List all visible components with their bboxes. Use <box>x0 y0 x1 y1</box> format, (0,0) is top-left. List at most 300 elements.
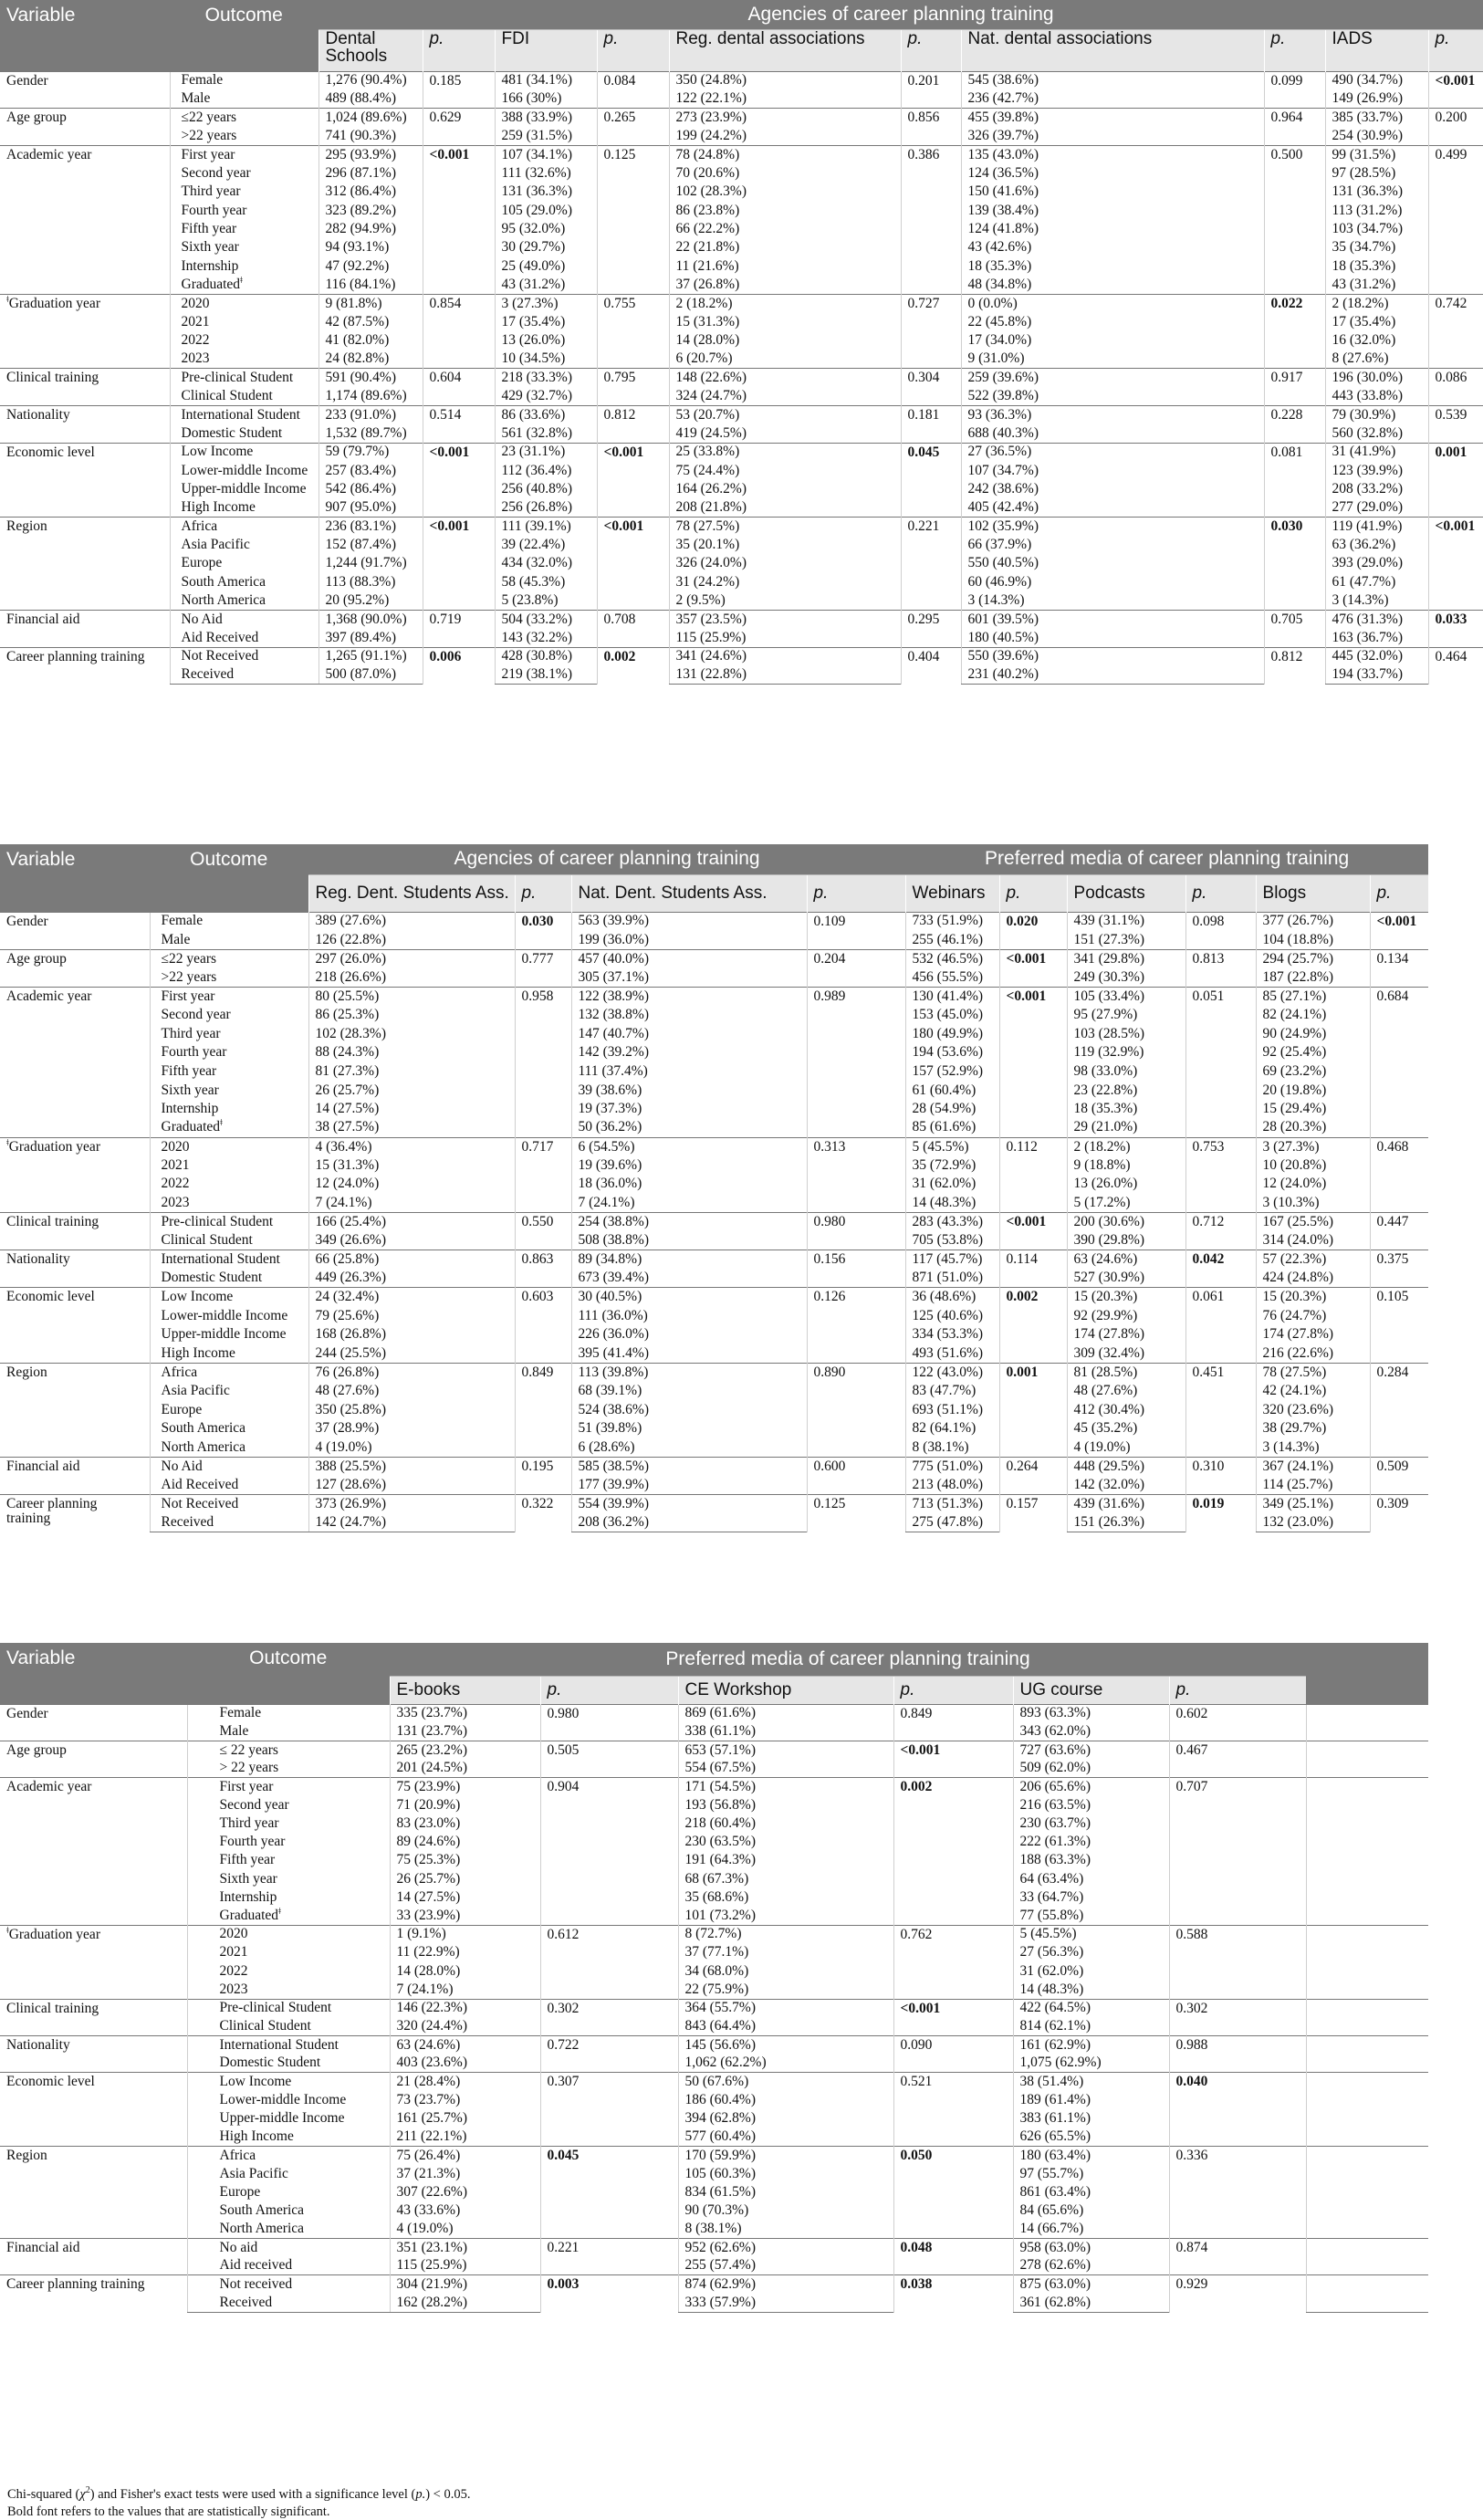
outcome-label <box>150 1288 308 1307</box>
p-value-cell: 0.195 <box>515 1457 571 1494</box>
table-media-part3 <box>0 1643 1428 2313</box>
value-cell: 213 (48.0%) <box>905 1476 999 1495</box>
outcome-text: Clinical Student <box>219 2017 311 2034</box>
table-row <box>0 2035 1428 2054</box>
value-cell: 31 (62.0%) <box>905 1175 999 1194</box>
table-row <box>0 276 1483 294</box>
outcome-label <box>170 145 319 163</box>
value-cell: 39 (22.4%) <box>495 536 597 554</box>
outcome-text: Sixth year <box>181 239 239 256</box>
p-value-cell: 0.447 <box>1370 1213 1428 1250</box>
p-value-cell: 0.112 <box>999 1137 1067 1212</box>
value-cell: 131 (22.8%) <box>669 666 901 685</box>
value-cell: 50 (36.2%) <box>571 1119 807 1138</box>
value-cell: 349 (26.6%) <box>308 1231 515 1250</box>
table-row <box>0 443 1483 461</box>
p-value-cell: 0.302 <box>1169 1999 1306 2035</box>
variable-label: Graduation year <box>8 1138 100 1155</box>
header-group-preferred-media-of-career-planning-training: Preferred media of career planning training <box>905 844 1428 874</box>
p-value-cell: 0.322 <box>515 1494 571 1532</box>
value-cell: 180 (40.5%) <box>961 629 1264 647</box>
value-cell: 68 (39.1%) <box>571 1382 807 1401</box>
value-cell: 37 (21.3%) <box>390 2165 540 2183</box>
value-cell: 626 (65.5%) <box>1013 2128 1169 2146</box>
value-cell: 230 (63.7%) <box>1013 1814 1169 1833</box>
value-cell: 1,532 (89.7%) <box>319 424 423 443</box>
outcome-label <box>187 2220 390 2238</box>
value-cell: 131 (23.7%) <box>390 1722 540 1741</box>
value-cell: 189 (61.4%) <box>1013 2091 1169 2109</box>
outcome-label <box>187 1907 390 1925</box>
value-cell: 167 (25.5%) <box>1256 1213 1370 1232</box>
value-cell: 103 (28.5%) <box>1067 1025 1185 1044</box>
outcome-label <box>150 1137 308 1156</box>
p-value-cell: 0.001 <box>1428 443 1483 517</box>
value-cell: 200 (30.6%) <box>1067 1213 1185 1232</box>
value-cell: 364 (55.7%) <box>678 1999 893 2017</box>
outcome-text: Graduated <box>219 1907 279 1923</box>
outcome-text: Clinical Student <box>161 1232 253 1248</box>
value-cell: 405 (42.4%) <box>961 498 1264 517</box>
dagger-mark: ǂ <box>6 1136 9 1148</box>
outcome-text: Upper-middle Income <box>161 1326 287 1343</box>
p-value-cell: 0.505 <box>540 1741 678 1777</box>
value-cell: 893 (63.3%) <box>1013 1704 1169 1722</box>
value-cell: 170 (59.9%) <box>678 2147 893 2165</box>
empty-cell <box>1306 2035 1428 2054</box>
value-cell: 162 (28.2%) <box>390 2294 540 2312</box>
p-value-cell: <0.001 <box>597 518 669 611</box>
p-value-cell: 0.050 <box>893 2147 1013 2239</box>
value-cell: 236 (83.1%) <box>319 518 423 536</box>
p-value-cell: <0.001 <box>999 949 1067 987</box>
value-cell: 80 (25.5%) <box>308 987 515 1006</box>
value-cell: 17 (34.0%) <box>961 331 1264 350</box>
outcome-label <box>150 1250 308 1270</box>
p-value-cell: 0.964 <box>1264 109 1325 146</box>
value-cell: 115 (25.9%) <box>390 2257 540 2275</box>
value-cell: 741 (90.3%) <box>319 127 423 145</box>
outcome-label <box>187 1833 390 1851</box>
value-cell: 63 (36.2%) <box>1325 536 1428 554</box>
variable-region <box>0 518 170 611</box>
value-cell: 481 (34.1%) <box>495 71 597 89</box>
table-row <box>0 912 1428 931</box>
value-cell: 2 (18.2%) <box>1067 1137 1185 1156</box>
value-cell: 18 (36.0%) <box>571 1175 807 1194</box>
value-cell: 199 (36.0%) <box>571 931 807 950</box>
value-cell: 180 (49.9%) <box>905 1025 999 1044</box>
p-value-cell: 0.033 <box>1428 610 1483 647</box>
value-cell: 16 (32.0%) <box>1325 331 1428 350</box>
p-value-cell: 0.002 <box>999 1288 1067 1363</box>
variable-economic-level <box>0 1288 150 1363</box>
value-cell: 111 (39.1%) <box>495 518 597 536</box>
value-cell: 208 (33.2%) <box>1325 480 1428 498</box>
table-row <box>0 610 1483 628</box>
column-header-p-value: p. <box>1264 29 1325 71</box>
p-value-cell: 0.988 <box>1169 2035 1306 2072</box>
value-cell: 17 (35.4%) <box>1325 313 1428 331</box>
value-cell: 14 (28.0%) <box>669 331 901 350</box>
value-cell: 15 (29.4%) <box>1256 1100 1370 1119</box>
variable-label: Career planning training <box>6 1495 98 1527</box>
value-cell: 142 (39.2%) <box>571 1043 807 1062</box>
empty-cell <box>1306 2109 1428 2128</box>
value-cell: 1,062 (62.2%) <box>678 2055 893 2073</box>
value-cell: 79 (25.6%) <box>308 1306 515 1325</box>
value-cell: 61 (47.7%) <box>1325 573 1428 591</box>
column-header-p-value: p. <box>1185 874 1256 912</box>
outcome-text: First year <box>181 146 235 162</box>
value-cell: 48 (34.8%) <box>961 276 1264 294</box>
value-cell: 58 (45.3%) <box>495 573 597 591</box>
outcome-label <box>187 2201 390 2220</box>
outcome-label <box>187 1760 390 1778</box>
outcome-text: Second year <box>161 1007 231 1023</box>
value-cell: 191 (64.3%) <box>678 1852 893 1870</box>
outcome-text: Received <box>181 666 235 683</box>
variable-region <box>0 2147 187 2239</box>
p-value-cell: 0.045 <box>540 2147 678 2239</box>
outcome-label <box>150 1194 308 1213</box>
outcome-text: 2020 <box>161 1138 190 1155</box>
value-cell: 522 (39.8%) <box>961 387 1264 405</box>
value-cell: 527 (30.9%) <box>1067 1269 1185 1288</box>
value-cell: 90 (24.9%) <box>1256 1025 1370 1044</box>
table-row <box>0 331 1483 350</box>
p-value-cell: 0.051 <box>1185 987 1256 1137</box>
p-value-cell: 0.125 <box>807 1494 905 1532</box>
outcome-text: Lower-middle Income <box>219 2091 347 2107</box>
value-cell: 93 (36.3%) <box>961 405 1264 423</box>
outcome-label <box>170 629 319 647</box>
outcome-text: North America <box>219 2220 305 2236</box>
column-header-iads: IADS <box>1325 29 1428 71</box>
value-cell: 143 (32.2%) <box>495 629 597 647</box>
table-row <box>0 666 1483 685</box>
value-cell: 107 (34.7%) <box>961 462 1264 480</box>
value-cell: 2 (9.5%) <box>669 591 901 610</box>
p-value-cell: 0.048 <box>893 2238 1013 2274</box>
value-cell: 508 (38.8%) <box>571 1231 807 1250</box>
outcome-label <box>150 1438 308 1458</box>
p-value-cell: 0.762 <box>893 1925 1013 1999</box>
outcome-text: Europe <box>181 555 223 571</box>
table-row <box>0 1250 1428 1270</box>
outcome-label <box>150 968 308 988</box>
empty-cell <box>1306 1888 1428 1907</box>
column-header-nat-dent-students-ass: Nat. Dent. Students Ass. <box>571 874 807 912</box>
table-row <box>0 164 1483 183</box>
table-row <box>0 1999 1428 2017</box>
empty-cell <box>1306 2017 1428 2035</box>
variable-gender <box>0 71 170 109</box>
value-cell: 150 (41.6%) <box>961 183 1264 201</box>
outcome-text: >22 years <box>161 968 217 985</box>
value-cell: 22 (75.9%) <box>678 1981 893 1999</box>
value-cell: 68 (67.3%) <box>678 1870 893 1888</box>
value-cell: 257 (83.4%) <box>319 462 423 480</box>
p-value-cell: 0.185 <box>423 71 495 109</box>
value-cell: 259 (39.6%) <box>961 369 1264 387</box>
outcome-label <box>150 1325 308 1344</box>
variable-career-planning-training <box>0 647 170 685</box>
p-value-cell: 0.813 <box>1185 949 1256 987</box>
value-cell: 196 (30.0%) <box>1325 369 1428 387</box>
value-cell: 78 (24.8%) <box>669 145 901 163</box>
value-cell: 439 (31.1%) <box>1067 912 1185 931</box>
value-cell: 1,075 (62.9%) <box>1013 2055 1169 2073</box>
value-cell: 326 (24.0%) <box>669 554 901 572</box>
value-cell: 151 (26.3%) <box>1067 1513 1185 1532</box>
outcome-label <box>150 1382 308 1401</box>
value-cell: 14 (48.3%) <box>905 1194 999 1213</box>
value-cell: 193 (56.8%) <box>678 1796 893 1814</box>
p-value-cell: <0.001 <box>1370 912 1428 949</box>
empty-cell <box>1306 1722 1428 1741</box>
outcome-text: International Student <box>161 1251 280 1268</box>
outcome-label <box>150 1062 308 1082</box>
variable-label: Gender <box>6 1705 48 1721</box>
empty-cell <box>1306 2147 1428 2165</box>
value-cell: 448 (29.5%) <box>1067 1457 1185 1476</box>
value-cell: 43 (42.6%) <box>961 238 1264 256</box>
table-row <box>0 1741 1428 1759</box>
value-cell: 14 (48.3%) <box>1013 1981 1169 1999</box>
p-value-cell: 0.284 <box>1370 1363 1428 1457</box>
p-value-cell: 0.098 <box>1185 912 1256 949</box>
value-cell: 98 (33.0%) <box>1067 1062 1185 1082</box>
empty-cell <box>1306 1907 1428 1925</box>
variable-clinical-training <box>0 369 170 406</box>
outcome-label <box>170 183 319 201</box>
value-cell: 563 (39.9%) <box>571 912 807 931</box>
outcome-label <box>187 1741 390 1759</box>
table-row <box>0 629 1483 647</box>
value-cell: 249 (30.3%) <box>1067 968 1185 988</box>
table-agencies-part1 <box>0 0 1483 685</box>
outcome-label <box>150 1100 308 1119</box>
table-row <box>0 127 1483 145</box>
value-cell: 102 (28.3%) <box>308 1025 515 1044</box>
value-cell: 4 (36.4%) <box>308 1137 515 1156</box>
outcome-label <box>187 1943 390 1961</box>
value-cell: 524 (38.6%) <box>571 1400 807 1419</box>
outcome-text: Upper-middle Income <box>181 480 307 497</box>
value-cell: 27 (36.5%) <box>961 443 1264 461</box>
p-value-cell: 0.603 <box>515 1288 571 1363</box>
value-cell: 122 (38.9%) <box>571 987 807 1006</box>
outcome-text: Sixth year <box>219 1870 277 1887</box>
outcome-label <box>150 912 308 931</box>
value-cell: 18 (35.3%) <box>1325 257 1428 276</box>
column-header-fdi: FDI <box>495 29 597 71</box>
variable-region <box>0 1363 150 1457</box>
value-cell: 439 (31.6%) <box>1067 1494 1185 1513</box>
value-cell: 194 (33.7%) <box>1325 666 1428 685</box>
table-row <box>0 2073 1428 2091</box>
value-cell: 952 (62.6%) <box>678 2238 893 2256</box>
empty-cell <box>1306 2183 1428 2201</box>
value-cell: 242 (38.6%) <box>961 480 1264 498</box>
variable-label: Age group <box>6 950 67 967</box>
p-value-cell: 0.084 <box>597 71 669 109</box>
value-cell: 18 (35.3%) <box>1067 1100 1185 1119</box>
value-cell: 116 (84.1%) <box>319 276 423 294</box>
value-cell: 226 (36.0%) <box>571 1325 807 1344</box>
value-cell: 395 (41.4%) <box>571 1344 807 1364</box>
outcome-text: Graduated <box>161 1119 221 1135</box>
outcome-label <box>187 2294 390 2312</box>
variable-nationality <box>0 405 170 443</box>
outcome-label <box>150 1457 308 1476</box>
value-cell: 57 (22.3%) <box>1256 1250 1370 1270</box>
value-cell: 8 (27.6%) <box>1325 350 1428 368</box>
header-group-preferred-media-of-career-planning-training: Preferred media of career planning training <box>390 1643 1306 1676</box>
value-cell: 834 (61.5%) <box>678 2183 893 2201</box>
value-cell: 28 (54.9%) <box>905 1100 999 1119</box>
value-cell: 77 (55.8%) <box>1013 1907 1169 1925</box>
value-cell: 147 (40.7%) <box>571 1025 807 1044</box>
value-cell: 35 (34.7%) <box>1325 238 1428 256</box>
outcome-label <box>170 666 319 685</box>
header-empty <box>1306 1643 1428 1704</box>
variable-label: Career planning training <box>6 648 145 664</box>
value-cell: 6 (28.6%) <box>571 1438 807 1458</box>
value-cell: 320 (23.6%) <box>1256 1400 1370 1419</box>
variable-label: Economic level <box>6 1289 95 1305</box>
value-cell: 42 (87.5%) <box>319 313 423 331</box>
value-cell: 42 (24.1%) <box>1256 1382 1370 1401</box>
empty-cell <box>1306 1943 1428 1961</box>
variable-career-planning-training <box>0 1494 150 1532</box>
variable-label: Age group <box>6 110 67 126</box>
column-header-p-value: p. <box>540 1676 678 1704</box>
outcome-text: >22 years <box>181 127 237 143</box>
value-cell: 443 (33.8%) <box>1325 387 1428 405</box>
empty-cell <box>1306 2238 1428 2256</box>
value-cell: 208 (21.8%) <box>669 498 901 517</box>
table-row <box>0 387 1483 405</box>
p-value-cell: <0.001 <box>423 443 495 517</box>
value-cell: 18 (35.3%) <box>961 257 1264 276</box>
value-cell: 673 (39.4%) <box>571 1269 807 1288</box>
value-cell: 81 (28.5%) <box>1067 1363 1185 1382</box>
variable-gender <box>0 912 150 949</box>
value-cell: 186 (60.4%) <box>678 2091 893 2109</box>
p-value-cell: 0.629 <box>423 109 495 146</box>
p-value-cell: 0.712 <box>1185 1213 1256 1250</box>
p-value-cell: <0.001 <box>423 145 495 294</box>
value-cell: 277 (29.0%) <box>1325 498 1428 517</box>
table-row <box>0 350 1483 368</box>
value-cell: 12 (24.0%) <box>308 1175 515 1194</box>
outcome-text: Not Received <box>161 1495 239 1511</box>
outcome-text: No Aid <box>181 611 223 627</box>
value-cell: 377 (26.7%) <box>1256 912 1370 931</box>
outcome-text: Low Income <box>181 444 254 460</box>
value-cell: 84 (65.6%) <box>1013 2201 1169 2220</box>
value-cell: 187 (22.8%) <box>1256 968 1370 988</box>
value-cell: 17 (35.4%) <box>495 313 597 331</box>
value-cell: 34 (68.0%) <box>678 1962 893 1981</box>
value-cell: 324 (24.7%) <box>669 387 901 405</box>
value-cell: 554 (67.5%) <box>678 1760 893 1778</box>
p-value-cell: 0.890 <box>807 1363 905 1457</box>
table-row <box>0 1213 1428 1232</box>
empty-cell <box>1306 2165 1428 2183</box>
value-cell: 83 (23.0%) <box>390 1814 540 1833</box>
column-header-p-value: p. <box>999 874 1067 912</box>
empty-cell <box>1306 1999 1428 2017</box>
value-cell: 3 (10.3%) <box>1256 1194 1370 1213</box>
variable-label: Financial aid <box>6 2239 80 2255</box>
value-cell: 15 (20.3%) <box>1067 1288 1185 1307</box>
p-value-cell: 0.705 <box>1264 610 1325 647</box>
empty-cell <box>1306 1981 1428 1999</box>
outcome-text: High Income <box>161 1344 235 1361</box>
value-cell: 22 (21.8%) <box>669 238 901 256</box>
value-cell: 23 (22.8%) <box>1067 1081 1185 1100</box>
value-cell: 122 (22.1%) <box>669 89 901 108</box>
outcome-text: Domestic Student <box>219 2055 321 2071</box>
outcome-label <box>170 350 319 368</box>
outcome-label <box>170 480 319 498</box>
outcome-label <box>187 1796 390 1814</box>
value-cell: 75 (26.4%) <box>390 2147 540 2165</box>
value-cell: 297 (26.0%) <box>308 949 515 968</box>
table-row <box>0 498 1483 517</box>
outcome-label <box>170 536 319 554</box>
outcome-text: 2023 <box>161 1194 190 1210</box>
value-cell: 37 (28.9%) <box>308 1419 515 1438</box>
header-variable: Variable <box>0 844 150 912</box>
variable-label: Clinical training <box>6 1214 99 1229</box>
outcome-text: ≤22 years <box>181 110 237 126</box>
empty-cell <box>1306 2201 1428 2220</box>
value-cell: 222 (61.3%) <box>1013 1833 1169 1851</box>
p-value-cell: 0.002 <box>597 647 669 685</box>
value-cell: 39 (38.6%) <box>571 1081 807 1100</box>
value-cell: 259 (31.5%) <box>495 127 597 145</box>
value-cell: 388 (33.9%) <box>495 109 597 127</box>
outcome-text: Fourth year <box>219 1834 286 1850</box>
p-value-cell: 0.304 <box>901 369 961 406</box>
p-value-cell: 0.854 <box>423 294 495 368</box>
outcome-text: International Student <box>219 2036 339 2053</box>
value-cell: 295 (93.9%) <box>319 145 423 163</box>
empty-cell <box>1306 1760 1428 1778</box>
value-cell: 20 (19.8%) <box>1256 1081 1370 1100</box>
p-value-cell: 0.020 <box>999 912 1067 949</box>
outcome-text: ≤ 22 years <box>219 1741 278 1758</box>
outcome-label <box>170 518 319 536</box>
variable-label: Age group <box>6 1741 67 1758</box>
outcome-label <box>187 2035 390 2054</box>
variable-label: Financial aid <box>6 611 80 627</box>
header-group-agencies-of-career-planning-training: Agencies of career planning training <box>308 844 905 874</box>
value-cell: 561 (32.8%) <box>495 424 597 443</box>
value-cell: 142 (24.7%) <box>308 1513 515 1532</box>
outcome-text: Female <box>219 1705 262 1721</box>
p-value-cell: 0.604 <box>423 369 495 406</box>
p-value-cell: 0.310 <box>1185 1457 1256 1494</box>
p-value-cell: 0.917 <box>1264 369 1325 406</box>
variable-academic-year <box>0 987 150 1137</box>
value-cell: 188 (63.3%) <box>1013 1852 1169 1870</box>
value-cell: 86 (25.3%) <box>308 1006 515 1025</box>
